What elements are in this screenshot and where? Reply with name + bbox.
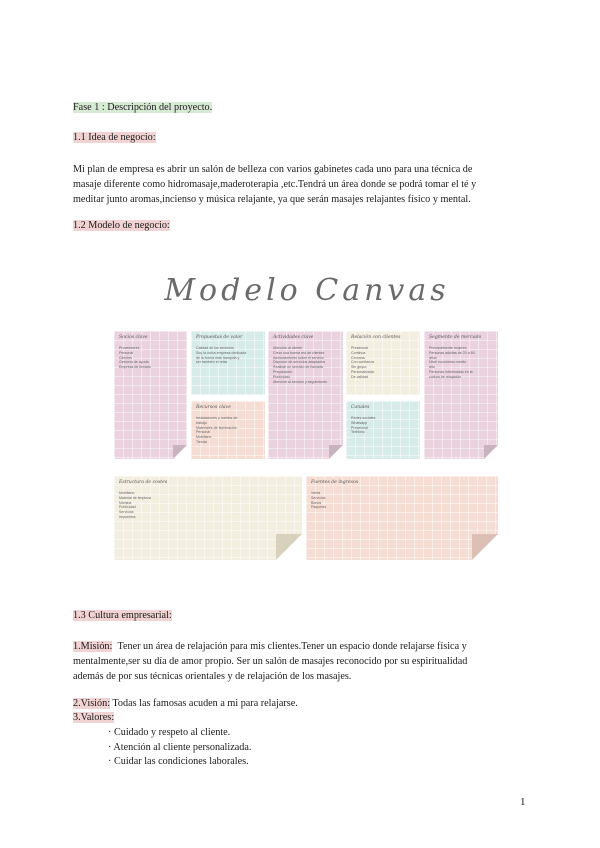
canvas-cell-segmento	[424, 331, 498, 459]
cell-item: Atención al servicio y seguimiento	[273, 379, 328, 384]
cell-item: Publicidad	[273, 374, 290, 379]
mision-line: 1.Misión: Tener un área de relajación para mis clientes.Tener un espacio donde relajarse física y	[73, 641, 467, 652]
idea-line: masaje diferente como hidromasaje,maderoterapia ,etc.Tendrá un área donde se podrá tomar el té y	[73, 179, 477, 190]
vision-line: 2.Visión: Todas las famosas acuden a mi para relajarse.	[73, 698, 298, 709]
idea-line: meditar junto aromas,incienso y música relajante, ya que serán masajes relajantes físico y mental.	[73, 194, 471, 205]
cell-item: Personas adultas de 20 a 60	[429, 350, 475, 355]
cell-title: Segmento de mercado	[429, 335, 482, 340]
cell-title: Socios clave	[119, 335, 148, 340]
business-model-canvas-image	[114, 273, 500, 565]
canvas-cell-ingresos	[306, 476, 498, 560]
cell-item: Mobiliario	[196, 435, 212, 440]
cell-item: cultura de relajación	[429, 374, 462, 379]
cell-item: Gestoría de ayuda	[119, 360, 149, 365]
cell-item: Soy la única empresa dedicada	[196, 350, 247, 355]
cell-item: Nivel económico medio	[429, 360, 467, 365]
cell-item: Personas interesadas en la	[429, 369, 473, 374]
cell-item: Cercana	[351, 355, 365, 360]
cell-title: Recursos clave	[196, 405, 231, 410]
list-item: · Cuidar las condiciones laborales.	[108, 755, 251, 770]
cell-title: Estructura de costes	[119, 480, 168, 485]
cell-item: trabajo	[196, 420, 207, 425]
cell-item: Publicidad	[119, 505, 136, 510]
cell-item: Mobiliario	[119, 491, 135, 495]
cell-item: Crear una buena red de clientes	[273, 350, 325, 355]
cell-item: Teléfono	[351, 430, 365, 435]
idea-line: Mi plan de empresa es abrir un salón de belleza con varios gabinetes cada uno para una técnica de	[73, 164, 473, 175]
cell-item: Servicios	[311, 495, 326, 500]
cell-title: Canales	[351, 405, 370, 410]
section-idea-heading: 1.1 Idea de negocio:	[73, 132, 156, 143]
cell-item: Whatsapp	[351, 420, 368, 425]
cell-item: años	[429, 355, 437, 360]
page-fold	[276, 534, 302, 560]
cell-item: Impuestos	[119, 514, 136, 519]
page-fold	[329, 445, 343, 459]
cell-item: Personalizada	[351, 369, 374, 374]
list-item: · Atención al cliente personalizada.	[108, 741, 251, 756]
cell-title: Propuestas de valor	[196, 335, 243, 340]
cell-item: alto	[429, 365, 435, 370]
page-fold	[472, 534, 498, 560]
cell-item: Instalaciones y medios de	[196, 416, 238, 420]
canvas-cell-propuesta	[191, 331, 265, 395]
cell-item: Personal	[119, 350, 134, 355]
cell-item: Bonos	[311, 500, 322, 505]
canvas-title: Modelo Canvas	[164, 273, 450, 308]
cell-item: Personal	[196, 430, 211, 435]
phase-heading: Fase 1 : Descripción del proyecto.	[73, 102, 213, 113]
cell-item: ser también el relax	[196, 360, 228, 365]
cell-item: Redes sociales	[351, 416, 376, 420]
cell-item: Paquetes	[311, 505, 327, 510]
cell-item: Empresa de llenado	[119, 365, 151, 370]
cell-title: Relación con clientes	[351, 335, 401, 340]
cell-title: Fuentes de ingresos	[311, 480, 359, 485]
section-culture-heading: 1.3 Cultura empresarial:	[73, 610, 172, 621]
cell-item: Servicios	[119, 510, 134, 515]
cell-item: Atención al cliente	[273, 346, 303, 350]
canvas-cell-relacion	[346, 331, 420, 395]
canvas-cell-recursos	[191, 401, 265, 459]
section-model-heading: 1.2 Modelo de negocio:	[73, 220, 170, 231]
mision-paragraph	[73, 639, 523, 684]
mision-line: mentalmente,ser su día de amor propio. Ser un salón de masajes reconocido por su espiritualidad	[73, 656, 468, 667]
idea-paragraph	[73, 162, 523, 207]
cell-item: Proveedores	[119, 346, 140, 350]
cell-item: Disponer de servicios adaptados	[273, 360, 326, 365]
canvas-cell-actividades	[268, 331, 343, 459]
cell-item: de la forma más tranquila y	[196, 355, 240, 360]
mision-label: 1.Misión:	[73, 641, 113, 652]
cell-item: Principalmente mujeres	[429, 346, 467, 350]
cell-item: Asesoramiento sobre el servicio	[273, 355, 324, 360]
cell-item: Continua	[351, 350, 366, 355]
cell-item: Venta	[311, 491, 321, 495]
canvas-cell-socios	[114, 331, 187, 459]
cell-item: Sin grupo	[351, 365, 367, 370]
page-number: 1	[520, 796, 526, 808]
vision-label: 2.Visión:	[73, 698, 111, 709]
cell-item: De calidad	[351, 374, 368, 379]
cell-item: Materiales de Iluminación	[196, 425, 237, 430]
cell-item: Preparación	[273, 369, 293, 374]
cell-item: Calidad de los servicios	[196, 346, 234, 350]
cell-item: Con confianza	[351, 360, 374, 365]
cell-title: Actividades clave	[273, 335, 314, 340]
cell-item: Presencial	[351, 425, 368, 430]
cell-item: Clientes	[119, 355, 132, 360]
cell-item: Nómina	[119, 500, 132, 505]
cell-item: Tienda	[196, 439, 207, 444]
cell-item: Realizar un servicio de llamada	[273, 365, 323, 370]
canvas-cell-costes	[114, 476, 302, 560]
page-fold	[173, 445, 187, 459]
valores-list	[108, 726, 251, 770]
list-item: · Cuidado y respeto al cliente.	[108, 726, 251, 741]
canvas-cell-canales	[346, 401, 420, 459]
page-fold	[484, 445, 498, 459]
cell-item: Presencial	[351, 346, 368, 350]
cell-item: Material de limpieza	[119, 495, 151, 500]
valores-heading: 3.Valores:	[73, 712, 115, 723]
mision-line: además de por sus técnicas orientales y de relajación de los masajes.	[73, 671, 352, 682]
